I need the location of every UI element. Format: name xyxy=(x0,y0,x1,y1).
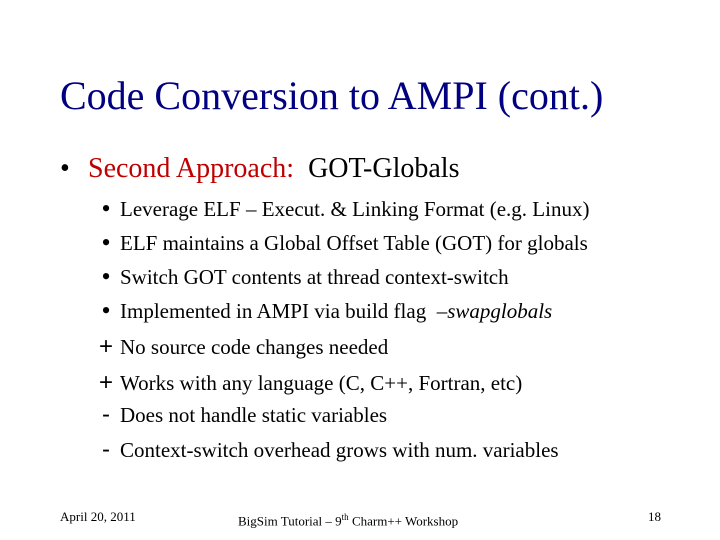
list-item xyxy=(96,192,696,226)
list-item-text: Switch GOT contents at thread context-switch xyxy=(120,265,509,289)
bullet-icon: • xyxy=(60,153,70,184)
list-item-text: No source code changes needed xyxy=(120,335,389,359)
plus-icon: + xyxy=(98,369,113,396)
list-item-text: Does not handle static variables xyxy=(120,403,388,427)
list-item-text: Implemented in AMPI via build flag xyxy=(120,299,427,323)
build-flag: –swapglobals xyxy=(436,299,553,323)
approach-value: GOT-Globals xyxy=(308,153,460,184)
list-item xyxy=(96,294,696,328)
list-item-text: Works with any language (C, C++, Fortran, etc) xyxy=(120,371,523,395)
list-item xyxy=(96,330,696,364)
bullet-icon: • xyxy=(101,228,111,257)
list-item xyxy=(96,260,696,294)
list-item-text: ELF maintains a Global Offset Table (GOT) for globals xyxy=(120,231,588,255)
list-item xyxy=(96,366,696,400)
minus-icon: - xyxy=(102,401,110,428)
list-item xyxy=(96,433,696,467)
footer-date: April 20, 2011 xyxy=(60,509,136,524)
list-item xyxy=(96,226,696,260)
footer-title: BigSim Tutorial – 9th Charm++ Workshop xyxy=(238,512,459,529)
list-item-text: Context-switch overhead grows with num. variables xyxy=(120,438,559,462)
page-number: 18 xyxy=(648,509,661,524)
list-item-text: Leverage ELF – Execut. & Linking Format (e.g. Linux) xyxy=(120,197,590,221)
list-item xyxy=(96,398,696,432)
slide-title: Code Conversion to AMPI (cont.) xyxy=(60,73,604,118)
minus-icon: - xyxy=(102,436,110,463)
bullet-icon: • xyxy=(101,296,111,325)
bullet-icon: • xyxy=(101,194,111,223)
approach-label: Second Approach: xyxy=(88,153,295,184)
plus-icon: + xyxy=(98,333,113,360)
bullet-icon: • xyxy=(101,262,111,291)
